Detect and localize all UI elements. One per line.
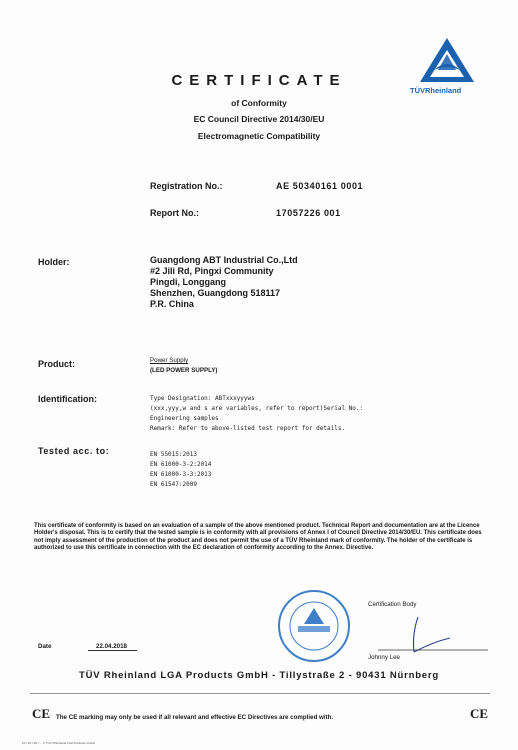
signature-scribble [378,612,488,657]
signer-name: Johnny Lee [368,654,400,661]
ce-notice: The CE marking may only be used if all relevant and effective EC Directives are complied with. [56,714,334,721]
registration-value: AE 50340161 0001 [276,181,364,191]
standard-item: EN 55015:2013 [150,451,197,458]
fine-print: 10 / 01 / 08 / ... © TÜV Rheinland LGA Products GmbH [22,741,96,745]
product-label: Product: [38,359,75,369]
identification-line: Engineering samples [150,415,219,422]
header-line-1: of Conformity [231,98,287,108]
date-label: Date [38,643,52,650]
date-value: 22.04.2018 [88,643,137,651]
holder-line: Guangdong ABT Industrial Co.,Ltd [150,255,298,265]
header-line-3: Electromagnetic Compatibility [197,131,321,141]
tuv-logo-text: TÜVRheinland [410,86,462,95]
footer-company: TÜV Rheinland LGA Products GmbH - Tillystraße 2 - 90431 Nürnberg [78,670,439,681]
certification-body-label: Certification Body [368,601,417,608]
identification-line: Type Designation: ABTxxxyyyws [150,395,255,402]
holder-label: Holder: [38,257,70,267]
standard-item: EN 61547:2009 [150,481,197,488]
tested-label: Tested acc. to: [38,446,110,456]
footer-divider [30,693,490,694]
standard-item: EN 61000-3-3:2013 [150,471,212,478]
identification-label: Identification: [38,394,97,404]
ce-mark-right: CE [470,706,489,721]
identification-line: (xxx,yyy,w and s are variables, refer to report)Serial No.: [150,405,364,412]
holder-line: #2 Jili Rd, Pingxi Community [150,266,274,276]
signature-mark-icon [378,612,488,657]
report-label: Report No.: [150,208,199,218]
stamp-seal-icon [276,588,352,664]
product-line-2: (LED POWER SUPPLY) [150,367,218,374]
identification-line: Remark: Refer to above-listed test report for details. [150,425,346,432]
report-value: 17057226 001 [276,208,341,218]
holder-line: Pingdi, Longgang [150,277,226,287]
ce-mark-left: CE [32,706,51,721]
header-line-2: EC Council Directive 2014/30/EU [193,114,325,124]
official-stamp [276,588,352,664]
certificate-title: CERTIFICATE [171,72,347,89]
holder-line: P.R. China [150,299,194,309]
holder-line: Shenzhen, Guangdong 518117 [150,288,281,298]
registration-label: Registration No.: [150,181,223,191]
product-line-1: Power Supply [150,357,189,364]
conformity-statement: This certificate of conformity is based on an evaluation of a sample of the above mentioned product. Technical Report and documentation are at the Licence Holder's disposal. This is to certify that the tested sample is in conformity with all provisions of Annex I of Council Directive 2014/30/EU. This certificate does not imply assessment of the production of the product and does not permit the use of a TÜV Rheinland mark of conformity. The holder of the certificate is authorized to use this certificate in connection with the EC declaration of conformity according to the Annex. Directive. [34,523,482,552]
standard-item: EN 61000-3-2:2014 [150,461,212,468]
